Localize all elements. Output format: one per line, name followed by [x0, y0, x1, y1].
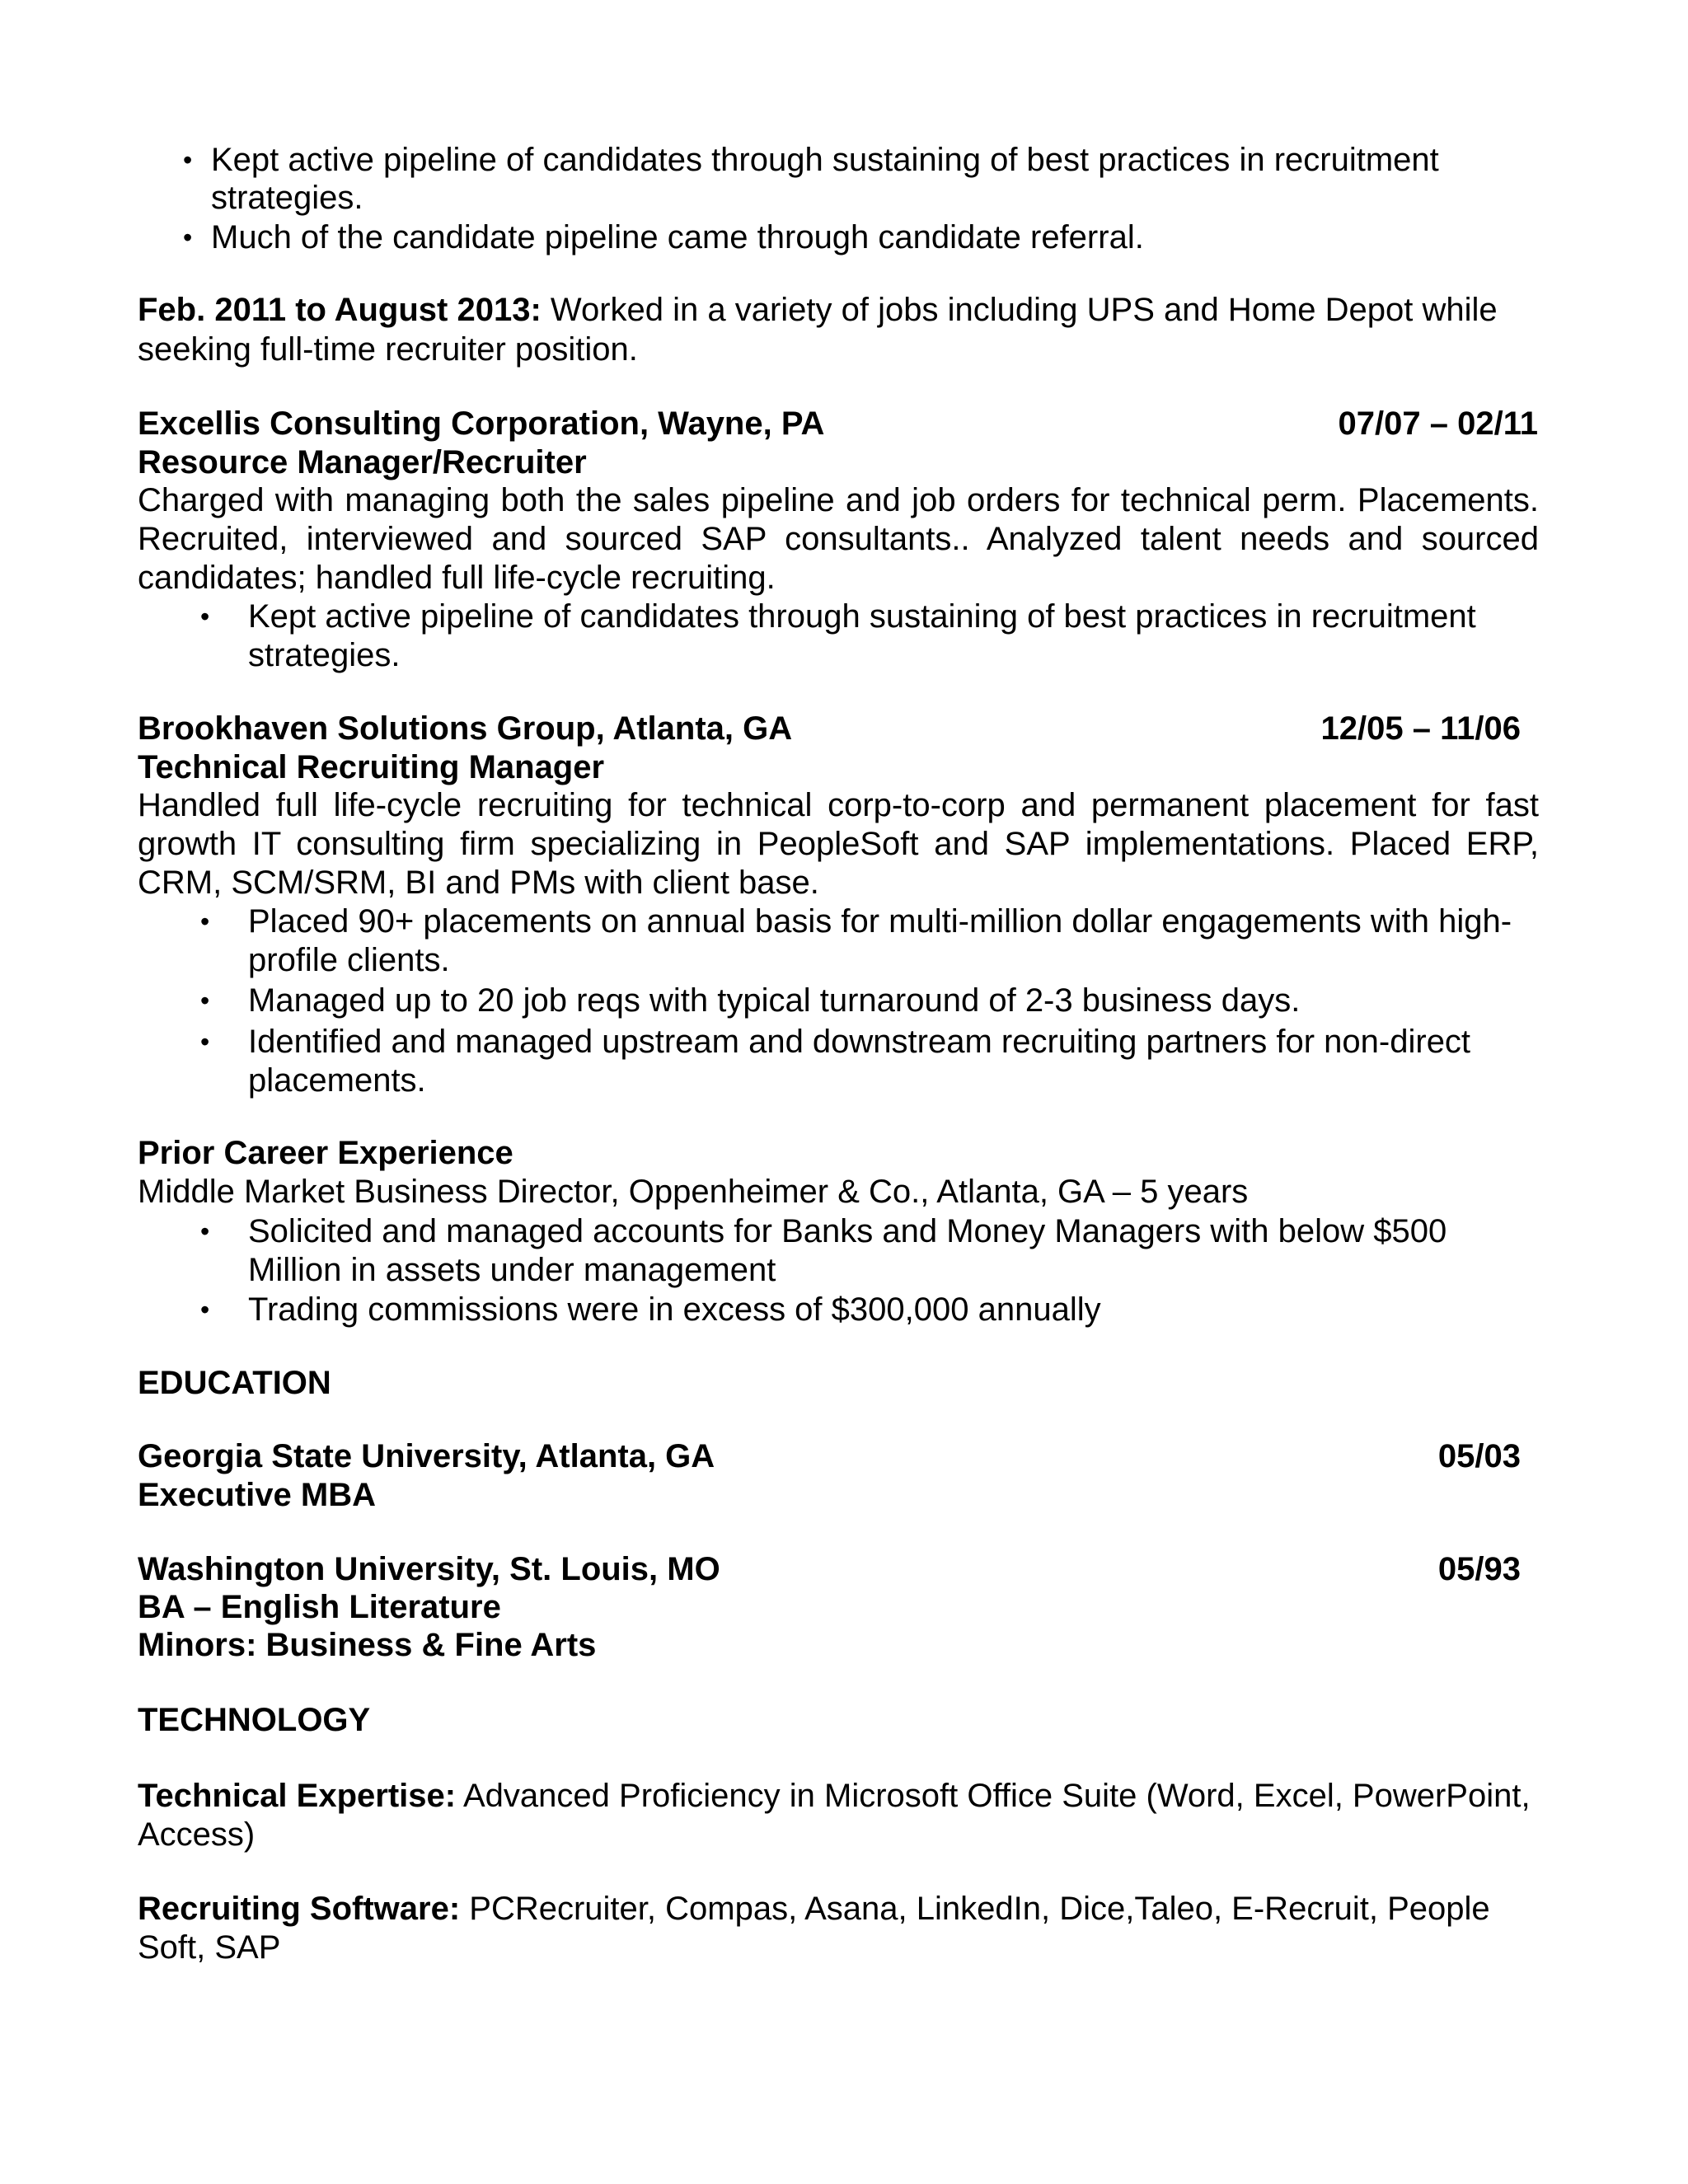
job-description: Handled full life-cycle recruiting for technical corp-to-corp and permanent placement for fast growth IT consulting firm specializing in PeopleSoft and SAP implementations. Placed ERP, CRM, SCM/SRM, BI and PMs with client base. [138, 787, 1539, 901]
job-title: Technical Recruiting Manager [138, 749, 605, 785]
bullet-icon: • [183, 223, 193, 252]
gap-period-text: Worked in a variety of jobs including UPS and Home Depot while [550, 292, 1498, 328]
bullet-icon: • [200, 1027, 210, 1057]
bullet-text: Trading commissions were in excess of $300,000 annually [248, 1291, 1101, 1328]
bullet-text: placements. [248, 1062, 426, 1099]
bullet-icon: • [183, 145, 193, 175]
technical-expertise-text: Advanced Proficiency in Microsoft Office Suite (Word, Excel, PowerPoint, [462, 1778, 1531, 1814]
prior-role: Middle Market Business Director, Oppenheimer & Co., Atlanta, GA – 5 years [138, 1174, 1249, 1210]
school-date: 05/93 [1437, 1551, 1521, 1587]
recruiting-software [138, 1889, 1490, 1929]
section-heading-education: EDUCATION [138, 1365, 331, 1401]
school-name: Washington University, St. Louis, MO [138, 1551, 720, 1587]
bullet-text: Kept active pipeline of candidates through sustaining of best practices in recruitment [211, 142, 1439, 178]
technical-expertise-text: Access) [138, 1816, 256, 1853]
recruiting-software-text: Soft, SAP [138, 1929, 281, 1966]
job-description: Charged with managing both the sales pipeline and job orders for technical perm. Placements. Recruited, interviewed and sourced SAP consultants.. Analyzed talent needs and sourced candidates; handled full life-cycle recruiting. [138, 482, 1539, 596]
technical-expertise [138, 1776, 1531, 1816]
job-dates: 12/05 – 11/06 [1320, 710, 1521, 747]
bullet-icon: • [200, 1216, 210, 1246]
bullet-text: Managed up to 20 job reqs with typical turnaround of 2-3 business days. [248, 982, 1301, 1019]
school-degree: Executive MBA [138, 1477, 376, 1513]
technical-expertise-label: Technical Expertise: [138, 1778, 457, 1814]
bullet-text: Million in assets under management [248, 1252, 776, 1288]
gap-period-text: seeking full-time recruiter position. [138, 331, 638, 368]
bullet-text: profile clients. [248, 942, 450, 978]
bullet-icon: • [200, 1295, 210, 1324]
job-title: Resource Manager/Recruiter [138, 444, 587, 480]
bullet-text: strategies. [211, 180, 363, 216]
school-degree: BA – English Literature [138, 1589, 501, 1625]
section-heading-prior: Prior Career Experience [138, 1135, 513, 1171]
recruiting-software-text: PCRecruiter, Compas, Asana, LinkedIn, Dice,Taleo, E-Recruit, People [469, 1891, 1490, 1927]
gap-period-label: Feb. 2011 to August 2013: [138, 292, 542, 328]
bullet-text: strategies. [248, 637, 401, 673]
bullet-text: Solicited and managed accounts for Banks and Money Managers with below $500 [248, 1213, 1447, 1249]
school-date: 05/03 [1437, 1438, 1521, 1474]
bullet-text: Much of the candidate pipeline came through candidate referral. [211, 219, 1144, 255]
bullet-icon: • [200, 907, 210, 936]
section-heading-technology: TECHNOLOGY [138, 1702, 371, 1738]
school-minors: Minors: Business & Fine Arts [138, 1627, 597, 1663]
bullet-icon: • [200, 986, 210, 1015]
school-name: Georgia State University, Atlanta, GA [138, 1438, 715, 1474]
job-company: Excellis Consulting Corporation, Wayne, PA [138, 405, 825, 442]
recruiting-software-label: Recruiting Software: [138, 1891, 461, 1927]
bullet-text: Identified and managed upstream and downstream recruiting partners for non-direct [248, 1024, 1471, 1060]
bullet-text: Kept active pipeline of candidates through sustaining of best practices in recruitment [248, 598, 1476, 635]
bullet-text: Placed 90+ placements on annual basis for multi-million dollar engagements with high- [248, 903, 1512, 940]
job-company: Brookhaven Solutions Group, Atlanta, GA [138, 710, 793, 747]
bullet-icon: • [200, 602, 210, 631]
gap-period-line [138, 290, 1498, 330]
job-dates: 07/07 – 02/11 [1338, 405, 1538, 442]
